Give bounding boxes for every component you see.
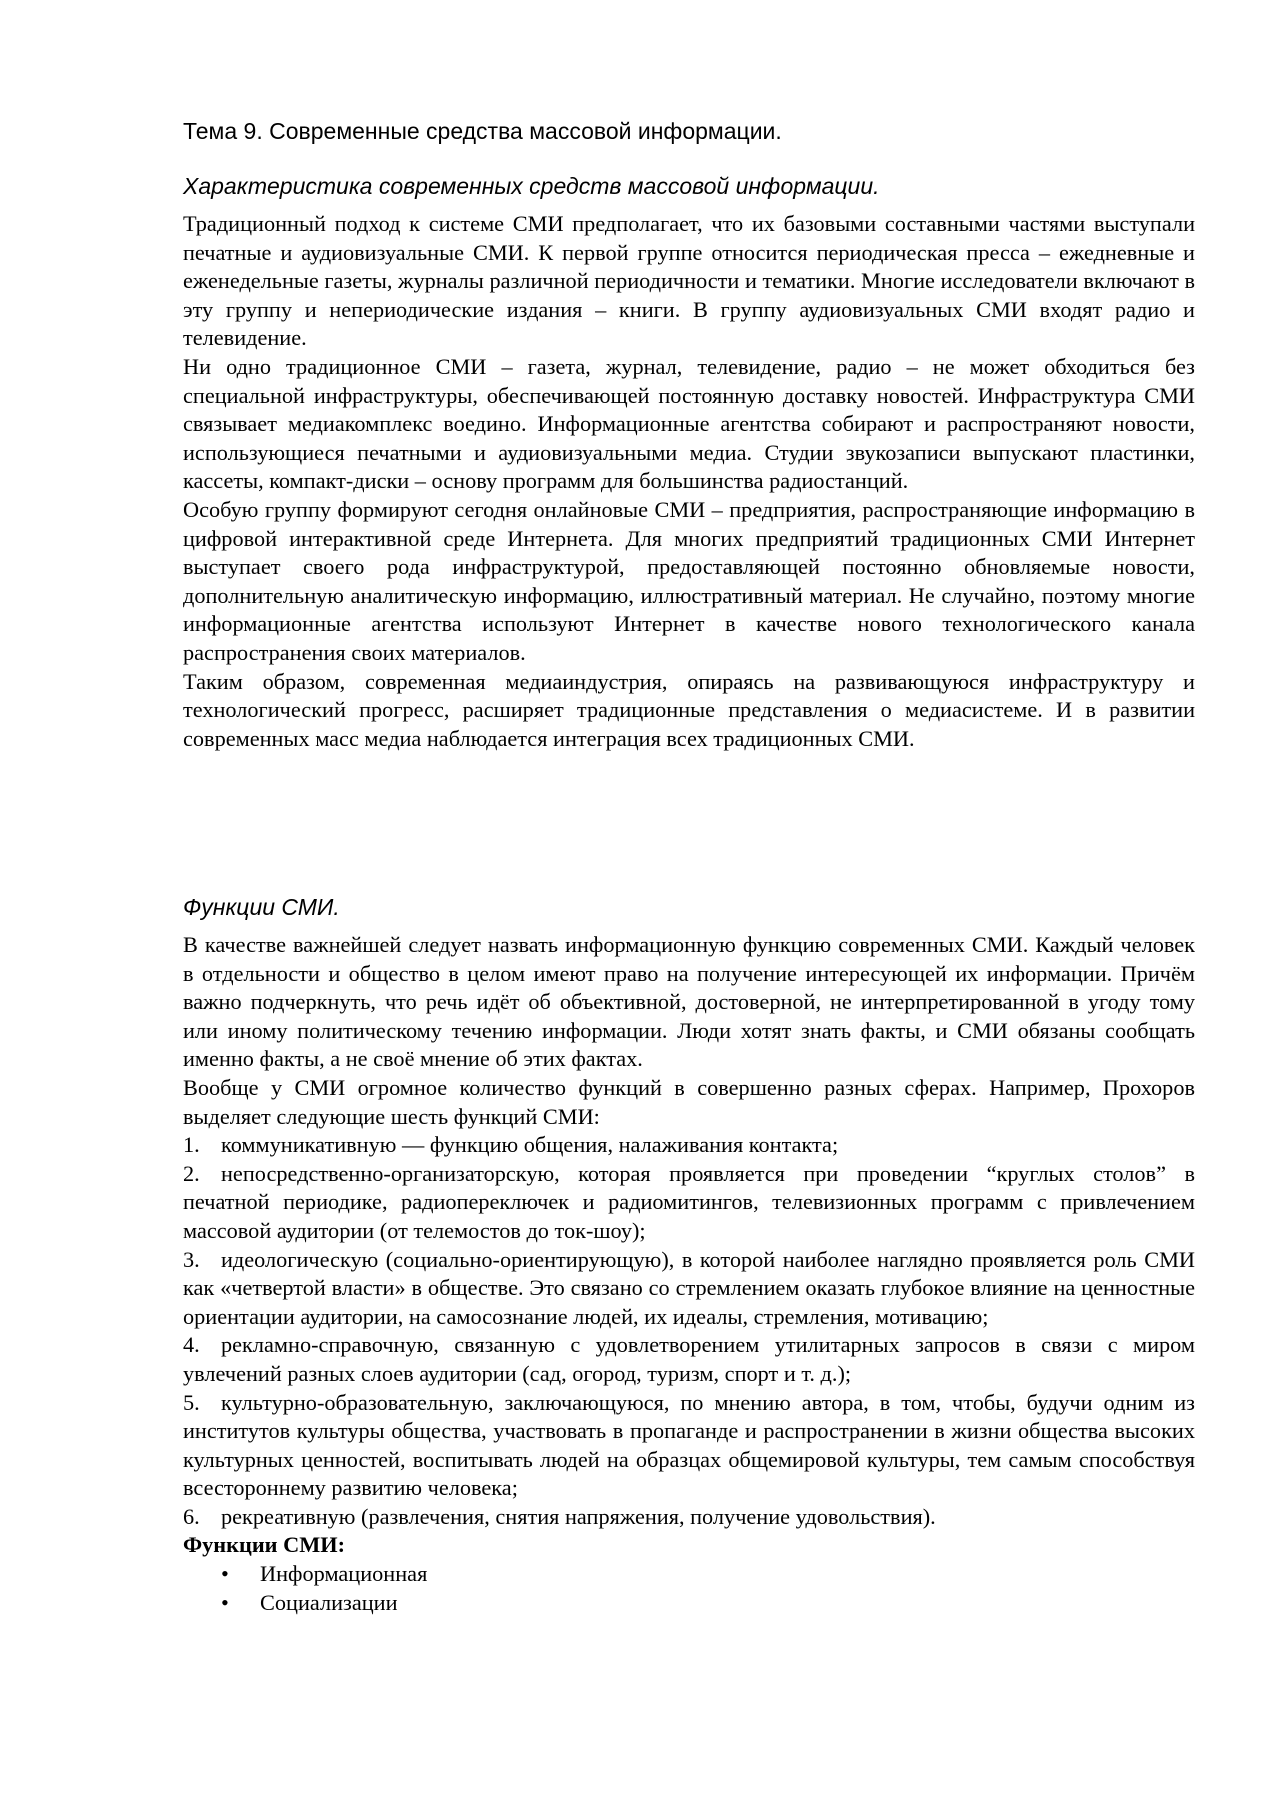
page-title: Тема 9. Современные средства массовой информации. <box>183 118 782 144</box>
list-item <box>183 1246 1195 1332</box>
list-item-number: 5. <box>183 1389 200 1415</box>
bullet-text: Социализации <box>260 1589 398 1615</box>
paragraph: Таким образом, современная медиаиндустрия, опираясь на развивающуюся инфраструктуру и технологический прогресс, расширяет традиционные представления о медиасистеме. И в развитии современных масс медиа наблюдается интеграция всех традиционных СМИ. <box>183 668 1195 751</box>
bullet-list <box>183 1560 1195 1617</box>
functions-list <box>183 1131 1195 1531</box>
paragraph: Вообще у СМИ огромное количество функций в совершенно разных сферах. Например, Прохоров выделяет следующие шесть функций СМИ: <box>183 1074 1195 1129</box>
document-page <box>183 0 1195 1811</box>
list-item-number: 3. <box>183 1246 200 1272</box>
list-item <box>183 1331 1195 1388</box>
bullet-item <box>183 1589 1195 1618</box>
paragraph: В качестве важнейшей следует назвать информационную функцию современных СМИ. Каждый человек в отдельности и общество в целом имеют право на получение интересующей их информации. Причём важно подчеркнуть, что речь идёт об объективной, достоверной, не интерпретированной в угоду тому или иному политическому течению информации. Люди хотят знать факты, и СМИ обязаны сообщать именно факты, а не своё мнение об этих фактах. <box>183 932 1195 1072</box>
list-item-text: непосредственно-организаторскую, которая проявляется при проведении “круглых столов” в печатной периодике, радиопереключек и радиомитингов, телевизионных программ с привлечением массовой аудитории (от телемостов до ток-шоу); <box>183 1160 1195 1243</box>
list-item-number: 2. <box>183 1160 200 1186</box>
paragraph: Ни одно традиционное СМИ – газета, журнал, телевидение, радио – не может обходиться без специальной инфраструктуры, обеспечивающей постоянную доставку новостей. Инфраструктура СМИ связывает медиакомплекс воедино. Информационные агентства собирают и распространяют новости, использующиеся печатными и аудиовизуальными медиа. Студии звукозаписи выпускают пластинки, кассеты, компакт-диски – основу программ для большинства радиостанций. <box>183 353 1195 494</box>
section-body-characteristics <box>183 210 1195 753</box>
list-item-text: рекламно-справочную, связанную с удовлетворением утилитарных запросов в связи с миром увлечений разных слоев аудитории (сад, огород, туризм, спорт и т. д.); <box>183 1332 1195 1386</box>
list-item <box>183 1503 1195 1532</box>
list-item <box>183 1160 1195 1246</box>
list-item-number: 6. <box>183 1503 200 1529</box>
list-item <box>183 1131 1195 1160</box>
list-item-text: рекреативную (развлечения, снятия напряжения, получение удовольствия). <box>221 1503 936 1529</box>
bullet-item <box>183 1560 1195 1589</box>
section-heading-functions: Функции СМИ. <box>183 894 340 920</box>
bullet-text: Информационная <box>260 1561 428 1587</box>
list-item <box>183 1389 1195 1503</box>
list-item-text: культурно-образовательную, заключающуюся, по мнению автора, в том, чтобы, будучи одним из институтов культуры общества, участвовать в пропаганде и распространении в жизни общества высоких культурных ценностей, воспитывать людей на образцах общемировой культуры, тем самым способствуя всестороннему развитию человека; <box>183 1389 1195 1501</box>
paragraph: Особую группу формируют сегодня онлайновые СМИ – предприятия, распространяющие информацию в цифровой интерактивной среде Интернета. Для многих предприятий традиционных СМИ Интернет выступает своего рода инфраструктурой, предоставляющей постоянно обновляемые новости, дополнительную аналитическую информацию, иллюстративный материал. Не случайно, поэтому многие информационные агентства используют Интернет в качестве нового технологического канала распространения своих материалов. <box>183 496 1195 665</box>
bullet-icon: • <box>221 1589 229 1615</box>
section-body-functions <box>183 931 1195 1617</box>
list-item-text: идеологическую (социально-ориентирующую), в которой наиболее наглядно проявляется роль СМИ как «четвертой власти» в обществе. Это связано со стремлением оказать глубокое влияние на ценностные ориентации аудитории, на самосознание людей, их идеалы, стремления, мотивацию; <box>183 1246 1195 1329</box>
list-item-number: 4. <box>183 1332 200 1358</box>
list-item-text: коммуникативную — функцию общения, налаживания контакта; <box>221 1132 839 1158</box>
bullet-icon: • <box>221 1561 229 1587</box>
functions-subheading: Функции СМИ: <box>183 1532 346 1558</box>
paragraph: Традиционный подход к системе СМИ предполагает, что их базовыми составными частями выступали печатные и аудиовизуальные СМИ. К первой группе относится периодическая пресса – ежедневные и еженедельные газеты, журналы различной периодичности и тематики. Многие исследователи включают в эту группу и непериодические издания – книги. В группу аудиовизуальных СМИ входят радио и телевидение. <box>183 211 1195 351</box>
list-item-number: 1. <box>183 1132 200 1158</box>
section-heading-characteristics: Характеристика современных средств массовой информации. <box>183 173 880 199</box>
